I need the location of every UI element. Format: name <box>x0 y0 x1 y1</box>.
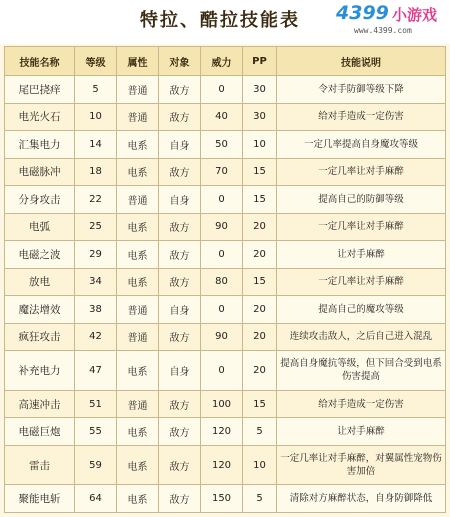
cell-desc: 提高自己的防御等级 <box>277 186 446 214</box>
logo-sub: 小游戏 <box>392 6 438 24</box>
cell-level: 22 <box>75 186 117 214</box>
cell-name: 电磁之波 <box>5 241 75 269</box>
cell-target: 敌方 <box>159 158 201 186</box>
header-target: 对象 <box>159 47 201 76</box>
cell-target: 敌方 <box>159 241 201 269</box>
table-row <box>5 445 446 485</box>
cell-type: 普通 <box>117 323 159 351</box>
cell-name: 电磁脉冲 <box>5 158 75 186</box>
cell-pp: 30 <box>243 103 277 131</box>
cell-type: 普通 <box>117 390 159 418</box>
cell-target: 敌方 <box>159 268 201 296</box>
cell-pp: 10 <box>243 445 277 485</box>
cell-type: 电系 <box>117 213 159 241</box>
cell-target: 自身 <box>159 131 201 159</box>
cell-name: 聚能电斩 <box>5 485 75 513</box>
cell-desc: 一定几率让对手麻醉，对翼属性宠物伤害加倍 <box>277 445 446 485</box>
cell-power: 120 <box>201 418 243 446</box>
cell-power: 150 <box>201 485 243 513</box>
cell-level: 34 <box>75 268 117 296</box>
cell-level: 42 <box>75 323 117 351</box>
cell-desc: 令对手防御等级下降 <box>277 76 446 104</box>
cell-target: 敌方 <box>159 418 201 446</box>
cell-level: 59 <box>75 445 117 485</box>
cell-power: 50 <box>201 131 243 159</box>
cell-desc: 给对手造成一定伤害 <box>277 390 446 418</box>
skills-table <box>4 46 446 513</box>
cell-desc: 让对手麻醉 <box>277 241 446 269</box>
table-header-row <box>5 47 446 76</box>
cell-type: 电系 <box>117 158 159 186</box>
cell-pp: 20 <box>243 351 277 391</box>
table-row <box>5 323 446 351</box>
cell-desc: 提高自身魔抗等级，但下回合受到电系伤害提高 <box>277 351 446 391</box>
table-row <box>5 76 446 104</box>
cell-pp: 20 <box>243 241 277 269</box>
cell-target: 自身 <box>159 186 201 214</box>
cell-type: 电系 <box>117 418 159 446</box>
logo-url: www.4399.com <box>354 26 412 35</box>
cell-power: 90 <box>201 213 243 241</box>
cell-level: 38 <box>75 296 117 324</box>
table-row <box>5 268 446 296</box>
table-row <box>5 158 446 186</box>
cell-type: 普通 <box>117 186 159 214</box>
cell-type: 普通 <box>117 103 159 131</box>
cell-level: 5 <box>75 76 117 104</box>
cell-power: 0 <box>201 351 243 391</box>
cell-pp: 20 <box>243 213 277 241</box>
cell-target: 敌方 <box>159 213 201 241</box>
table-row <box>5 186 446 214</box>
cell-power: 40 <box>201 103 243 131</box>
cell-type: 普通 <box>117 76 159 104</box>
cell-desc: 一定几率提高自身魔攻等级 <box>277 131 446 159</box>
cell-name: 电弧 <box>5 213 75 241</box>
page-title: 特拉、酷拉技能表 <box>140 10 300 31</box>
table-row <box>5 103 446 131</box>
table-row <box>5 351 446 391</box>
cell-pp: 15 <box>243 268 277 296</box>
cell-desc: 一定几率让对手麻醉 <box>277 268 446 296</box>
logo-brand: 4399 <box>336 2 389 24</box>
cell-power: 0 <box>201 241 243 269</box>
table-row <box>5 296 446 324</box>
cell-name: 电磁巨炮 <box>5 418 75 446</box>
cell-type: 电系 <box>117 351 159 391</box>
cell-level: 47 <box>75 351 117 391</box>
cell-pp: 20 <box>243 296 277 324</box>
cell-level: 25 <box>75 213 117 241</box>
header-type: 属性 <box>117 47 159 76</box>
cell-desc: 清除对方麻醉状态，自身防御降低 <box>277 485 446 513</box>
cell-desc: 一定几率让对手麻醉 <box>277 158 446 186</box>
cell-level: 64 <box>75 485 117 513</box>
cell-target: 自身 <box>159 351 201 391</box>
cell-name: 电光火石 <box>5 103 75 131</box>
cell-target: 敌方 <box>159 103 201 131</box>
cell-pp: 15 <box>243 186 277 214</box>
cell-target: 敌方 <box>159 323 201 351</box>
cell-power: 0 <box>201 186 243 214</box>
cell-name: 雷击 <box>5 445 75 485</box>
cell-power: 120 <box>201 445 243 485</box>
header-pp: PP <box>243 47 277 76</box>
cell-power: 70 <box>201 158 243 186</box>
cell-name: 疯狂攻击 <box>5 323 75 351</box>
cell-type: 电系 <box>117 131 159 159</box>
cell-target: 敌方 <box>159 390 201 418</box>
cell-desc: 让对手麻醉 <box>277 418 446 446</box>
cell-target: 自身 <box>159 296 201 324</box>
cell-desc: 一定几率让对手麻醉 <box>277 213 446 241</box>
cell-desc: 给对手造成一定伤害 <box>277 103 446 131</box>
cell-name: 放电 <box>5 268 75 296</box>
cell-type: 普通 <box>117 296 159 324</box>
cell-name: 分身攻击 <box>5 186 75 214</box>
header-desc: 技能说明 <box>277 47 446 76</box>
header-bar <box>0 0 450 44</box>
cell-power: 100 <box>201 390 243 418</box>
cell-name: 补充电力 <box>5 351 75 391</box>
cell-target: 敌方 <box>159 485 201 513</box>
cell-pp: 20 <box>243 323 277 351</box>
header-power: 威力 <box>201 47 243 76</box>
cell-power: 90 <box>201 323 243 351</box>
cell-name: 魔法增效 <box>5 296 75 324</box>
cell-type: 电系 <box>117 445 159 485</box>
cell-pp: 5 <box>243 418 277 446</box>
cell-desc: 连续攻击敌人，之后自己进入混乱 <box>277 323 446 351</box>
cell-level: 51 <box>75 390 117 418</box>
cell-level: 29 <box>75 241 117 269</box>
cell-name: 尾巴挠痒 <box>5 76 75 104</box>
cell-name: 汇集电力 <box>5 131 75 159</box>
header-level: 等级 <box>75 47 117 76</box>
cell-level: 10 <box>75 103 117 131</box>
cell-power: 0 <box>201 296 243 324</box>
cell-level: 55 <box>75 418 117 446</box>
cell-pp: 15 <box>243 158 277 186</box>
table-row <box>5 131 446 159</box>
table-row <box>5 390 446 418</box>
cell-pp: 15 <box>243 390 277 418</box>
cell-power: 0 <box>201 76 243 104</box>
cell-pp: 30 <box>243 76 277 104</box>
cell-type: 电系 <box>117 485 159 513</box>
cell-target: 敌方 <box>159 76 201 104</box>
cell-name: 高速冲击 <box>5 390 75 418</box>
cell-pp: 10 <box>243 131 277 159</box>
cell-level: 14 <box>75 131 117 159</box>
cell-type: 电系 <box>117 241 159 269</box>
table-row <box>5 485 446 513</box>
cell-target: 敌方 <box>159 445 201 485</box>
cell-type: 电系 <box>117 268 159 296</box>
cell-desc: 提高自己的魔攻等级 <box>277 296 446 324</box>
table-row <box>5 418 446 446</box>
cell-level: 18 <box>75 158 117 186</box>
table-row <box>5 213 446 241</box>
table-row <box>5 241 446 269</box>
brand-logo <box>336 2 444 42</box>
cell-power: 80 <box>201 268 243 296</box>
header-name: 技能名称 <box>5 47 75 76</box>
cell-pp: 5 <box>243 485 277 513</box>
